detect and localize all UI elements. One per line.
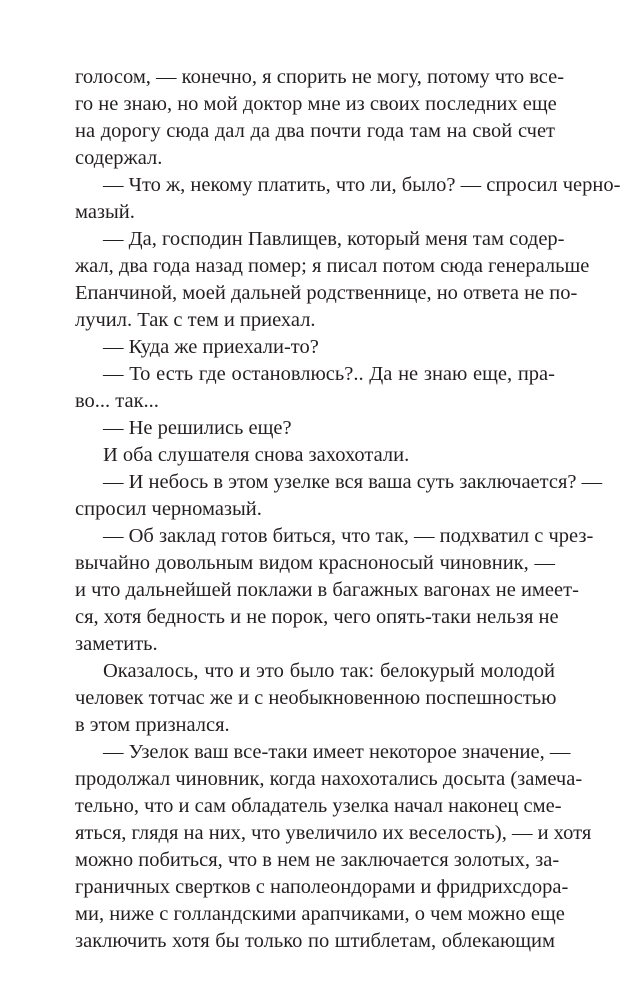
text-line: можно побиться, что в нем не заключается золотых, за- (75, 849, 560, 871)
text-line: граничных свертков с наполеондорами и фридрихсдора- (75, 876, 569, 898)
text-line: — Куда же приехали-то? (103, 336, 319, 358)
text-line: ся, хотя бедность и не порок, чего опять-таки нельзя не (75, 606, 559, 628)
text-line: и что дальнейшей поклажи в багажных вагонах не имеет- (75, 579, 579, 601)
text-line: — Об заклад готов биться, что так, — подхватил с чрез- (103, 525, 594, 547)
text-line: — Что ж, некому платить, что ли, было? — спросил черно- (103, 174, 621, 196)
text-line: содержал. (75, 147, 163, 169)
text-line: в этом признался. (75, 714, 230, 736)
text-line: спросил черномазый. (75, 498, 262, 520)
text-line: ми, ниже с голландскими арапчиками, о чем можно еще (75, 903, 565, 925)
text-line: жал, два года назад помер; я писал потом сюда генеральше (75, 255, 590, 277)
text-line: на дорогу сюда дал да два почти года там на свой счет (75, 120, 555, 142)
text-line: мазый. (75, 201, 135, 223)
text-line: — То есть где остановлюсь?.. Да не знаю еще, пра- (103, 363, 555, 385)
text-line: продолжал чиновник, когда нахохотались досыта (замеча- (75, 768, 583, 790)
text-line: И оба слушателя снова захохотали. (103, 444, 410, 466)
text-line: Епанчиной, моей дальней родственнице, но ответа не по- (75, 282, 578, 304)
text-line: тельно, что и сам обладатель узелка начал наконец сме- (75, 795, 562, 817)
text-line: — Узелок ваш все-таки имеет некоторое значение, — (103, 741, 571, 763)
text-line: — И небось в этом узелке вся ваша суть заключается? — (103, 471, 603, 493)
text-line: яться, глядя на них, что увеличило их веселость), — и хотя (75, 822, 592, 844)
text-line: — Да, господин Павлищев, который меня там содер- (103, 228, 565, 250)
text-line: — Не решились еще? (103, 417, 292, 439)
text-line: лучил. Так с тем и приехал. (75, 309, 316, 331)
text-line: заметить. (75, 633, 158, 655)
text-line: во... так... (75, 390, 159, 412)
text-line: вычайно довольным видом красноносый чиновник, — (75, 552, 555, 574)
text-line: заключить хотя бы только по штиблетам, облекающим (75, 930, 555, 952)
text-line: голосом, — конечно, я спорить не могу, потому что все- (75, 66, 565, 88)
text-line: Оказалось, что и это было так: белокурый молодой (103, 660, 555, 682)
text-line: го не знаю, но мой доктор мне из своих последних еще (75, 93, 557, 115)
text-line: человек тотчас же и с необыкновенною поспешностью (75, 687, 557, 709)
